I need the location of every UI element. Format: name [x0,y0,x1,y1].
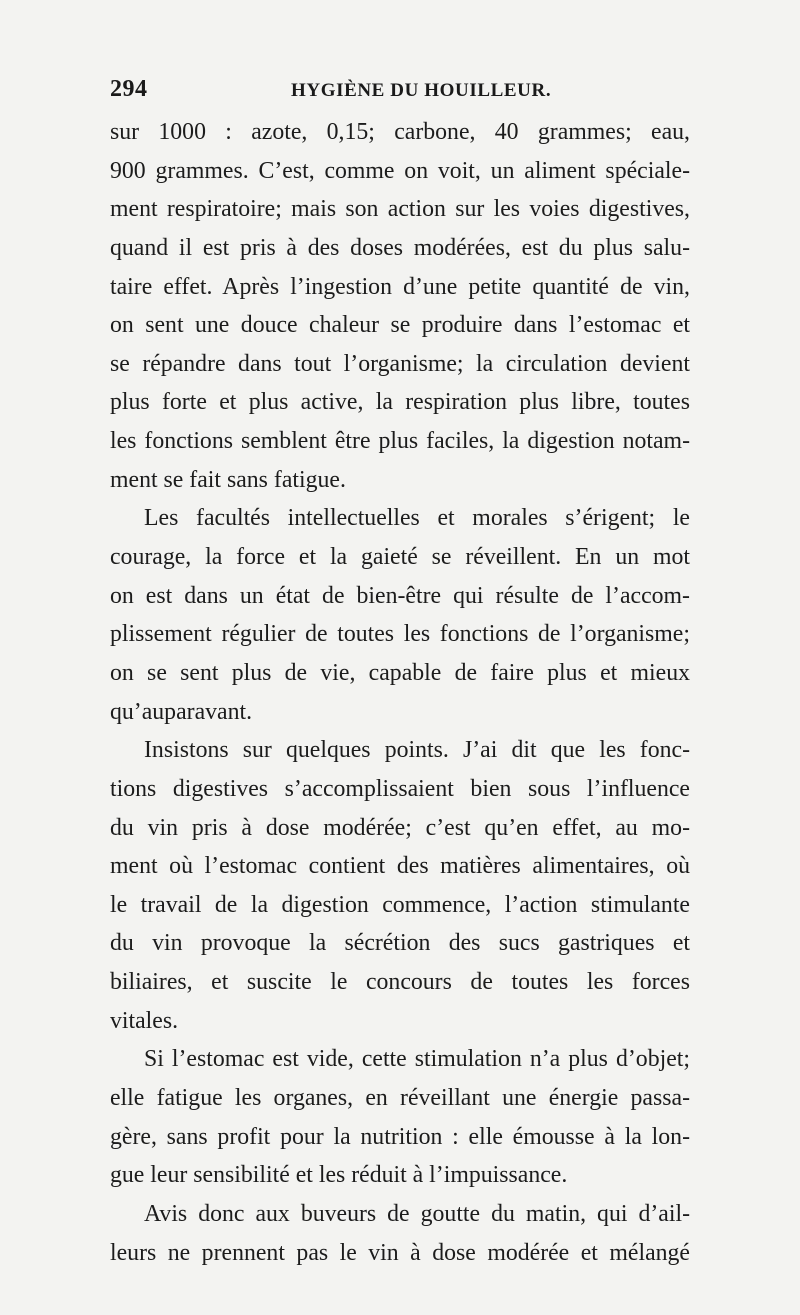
text-line: Avis donc aux buveurs de goutte du matin, qui d’ail- [144,1200,690,1227]
text-line: tions digestives s’accomplissaient bien sous l’influence [110,775,690,802]
text-line: qu’auparavant. [110,698,253,725]
text-line: 900 grammes. C’est, comme on voit, un aliment spéciale- [110,157,690,184]
page-number: 294 [110,76,148,102]
text-line: biliaires, et suscite le concours de toutes les forces [110,969,690,996]
text-line: les fonctions semblent être plus faciles, la digestion notam- [110,428,690,455]
text-line: Les facultés intellectuelles et morales s’érigent; le [144,505,690,532]
text-line: Insistons sur quelques points. J’ai dit que les fonc- [144,737,690,764]
text-line: taire effet. Après l’ingestion d’une petite quantité de vin, [110,273,690,300]
text-line: vitales. [110,1007,179,1034]
text-line: se répandre dans tout l’organisme; la circulation devient [110,350,690,377]
text-line: du vin provoque la sécrétion des sucs gastriques et [110,930,690,957]
text-line: plus forte et plus active, la respiration plus libre, toutes [110,389,690,416]
text-line: le travail de la digestion commence, l’action stimulante [110,891,690,918]
text-line: sur 1000 : azote, 0,15; carbone, 40 grammes; eau, [110,119,690,145]
text-line: on se sent plus de vie, capable de faire plus et mieux [110,659,690,686]
text-line: leurs ne prennent pas le vin à dose modérée et mélangé [110,1239,690,1266]
body-text [110,113,690,1272]
text-line: ment se fait sans fatigue. [110,466,346,493]
text-line: quand il est pris à des doses modérées, est du plus salu- [110,234,690,261]
running-head [110,76,710,106]
text-line: on est dans un état de bien-être qui résulte de l’accom- [110,582,690,609]
text-line: gue leur sensibilité et les réduit à l’impuissance. [110,1162,568,1189]
text-line: courage, la force et la gaieté se réveillent. En un mot [110,544,690,571]
text-line: ment où l’estomac contient des matières alimentaires, où [110,853,690,880]
text-line: elle fatigue les organes, en réveillant une énergie passa- [110,1085,690,1112]
text-line: on sent une douce chaleur se produire dans l’estomac et [110,312,690,339]
text-line: plissement régulier de toutes les fonctions de l’organisme; [110,621,690,648]
text-line: gère, sans profit pour la nutrition : elle émousse à la lon- [110,1123,690,1150]
running-title: HYGIÈNE DU HOUILLEUR. [291,80,552,101]
text-line: du vin pris à dose modérée; c’est qu’en effet, au mo- [110,814,690,841]
text-line: ment respiratoire; mais son action sur les voies digestives, [110,196,690,223]
text-line: Si l’estomac est vide, cette stimulation n’a plus d’objet; [144,1046,690,1073]
